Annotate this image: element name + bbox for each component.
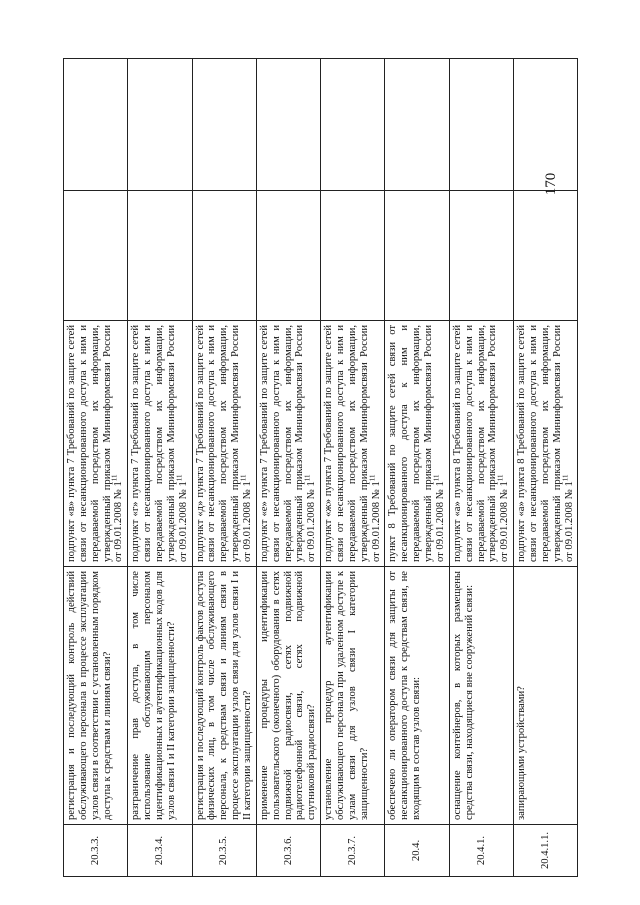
legal-reference-text: подпункт «д» пункта 7 Требований по защите сетей связи от несанкционированного доступа к ним и передаваемой посредством их информации, утвержденный приказом Мининформсвязи России от 09.01.2008 № 1	[194, 325, 254, 562]
requirement-question: регистрация и последующий контроль фактов доступа физических лиц, в том числе обслуживающего персонала, к средствам связи и линиям связи в процессе эксплуатации узлов связи для узлов связи I и II категории защищенности?	[192, 567, 256, 825]
requirement-question: регистрация и последующий контроль действий обслуживающего персонала в процессе эксплуатации узлов связи в соответствии с установленным порядком доступа к средствам и линиям связи?	[64, 567, 128, 825]
table-body	[64, 59, 578, 877]
table-row	[128, 59, 192, 877]
empty-cell	[385, 191, 449, 321]
requirement-question: оснащение контейнеров, в которых размещены средства связи, находящиеся вне сооружений связи:	[449, 567, 513, 825]
footnote-mark: 11	[368, 474, 377, 482]
empty-cell	[514, 191, 578, 321]
empty-cell	[256, 59, 320, 191]
empty-cell	[128, 59, 192, 191]
legal-reference-text: подпункт «а» пункта 8 Требований по защите сетей связи от несанкционированного доступа к ним и передаваемой посредством их информации, утвержденный приказом Мининформсвязи России от 09.01.2008 № 1	[516, 325, 575, 562]
legal-reference	[128, 321, 192, 567]
page-number: 170	[543, 172, 559, 196]
table-row	[256, 59, 320, 877]
legal-reference	[64, 321, 128, 567]
empty-cell	[64, 59, 128, 191]
legal-reference	[385, 321, 449, 567]
footnote-mark: 11	[560, 474, 569, 482]
table-row	[514, 59, 578, 877]
empty-cell	[192, 191, 256, 321]
row-number: 20.3.3.	[64, 825, 128, 877]
legal-reference-text: пункт 8 Требований по защите сетей связи от несанкционированного доступа к ним и передаваемой посредством их информации, утвержденный приказом Мининформсвязи России от 09.01.2008 № 1	[387, 325, 446, 562]
empty-cell	[514, 59, 578, 191]
row-number: 20.4.1.	[449, 825, 513, 877]
footnote-mark: 11	[496, 474, 505, 482]
requirement-question: запирающими устройствами?	[514, 567, 578, 825]
legal-reference-text: подпункт «а» пункта 8 Требований по защите сетей связи от несанкционированного доступа к ним и передаваемой посредством их информации, утвержденный приказом Мининформсвязи России от 09.01.2008 № 1	[451, 325, 511, 562]
footnote-mark: 11	[303, 474, 312, 482]
empty-cell	[449, 191, 513, 321]
table-row	[192, 59, 256, 877]
legal-reference-text: подпункт «е» пункта 7 Требований по защите сетей связи от несанкционированного доступа к ним и передаваемой посредством их информации, утвержденный приказом Мининформсвязи России от 09.01.2008 № 1	[258, 325, 318, 562]
requirement-question: применение процедуры идентификации пользовательского (оконечного) оборудования в сетях подвижной радиосвязи, сетях подвижной радиотелефонной связи, сетях подвижной спутниковой радиосвязи?	[256, 567, 320, 825]
empty-cell	[192, 59, 256, 191]
table-row	[321, 59, 385, 877]
table-row	[449, 59, 513, 877]
empty-cell	[128, 191, 192, 321]
empty-cell	[385, 59, 449, 191]
empty-cell	[321, 191, 385, 321]
legal-reference	[514, 321, 578, 567]
empty-cell	[449, 59, 513, 191]
footnote-mark: 11	[175, 474, 184, 482]
row-number: 20.4.1.1.	[514, 825, 578, 877]
empty-cell	[256, 191, 320, 321]
row-number: 20.3.6.	[256, 825, 320, 877]
legal-reference-text: подпункт «г» пункта 7 Требований по защите сетей связи от несанкционированного доступа к ним и передаваемой посредством их информации, утвержденный приказом Мининформсвязи России от 09.01.2008 № 1	[130, 325, 189, 562]
checklist-table	[63, 58, 578, 877]
footnote-mark: 11	[110, 474, 119, 482]
legal-reference	[256, 321, 320, 567]
footnote-mark: 11	[432, 474, 441, 482]
empty-cell	[321, 59, 385, 191]
legal-reference-text: подпункт «в» пункта 7 Требований по защите сетей связи от несанкционированного доступа к ним и передаваемой посредством их информации, утвержденный приказом Мининформсвязи России от 09.01.2008 № 1	[66, 325, 125, 562]
row-number: 20.4.	[385, 825, 449, 877]
legal-reference	[192, 321, 256, 567]
table-row	[385, 59, 449, 877]
footnote-mark: 11	[239, 474, 248, 482]
row-number: 20.3.4.	[128, 825, 192, 877]
row-number: 20.3.5.	[192, 825, 256, 877]
row-number: 20.3.7.	[321, 825, 385, 877]
requirement-question: разграничение прав доступа, в том числе использование обслуживающим персоналом идентификационных и аутентификационных кодов для узлов связи I и II категории защищенности?	[128, 567, 192, 825]
empty-cell	[64, 191, 128, 321]
requirement-question: обеспечено ли оператором связи для защиты от несанкционированного доступа к средствам связи, не входящим в состав узлов связи:	[385, 567, 449, 825]
table-row	[64, 59, 128, 877]
legal-reference	[321, 321, 385, 567]
legal-reference	[449, 321, 513, 567]
legal-reference-text: подпункт «ж» пункта 7 Требований по защите сетей связи от несанкционированного доступа к ним и передаваемой посредством их информации, утвержденный приказом Мининформсвязи России от 09.01.2008 № 1	[323, 325, 382, 562]
requirement-question: установление процедур аутентификации обслуживающего персонала при удаленном доступе к узлам связи для узлов связи I категории защищенности?	[321, 567, 385, 825]
